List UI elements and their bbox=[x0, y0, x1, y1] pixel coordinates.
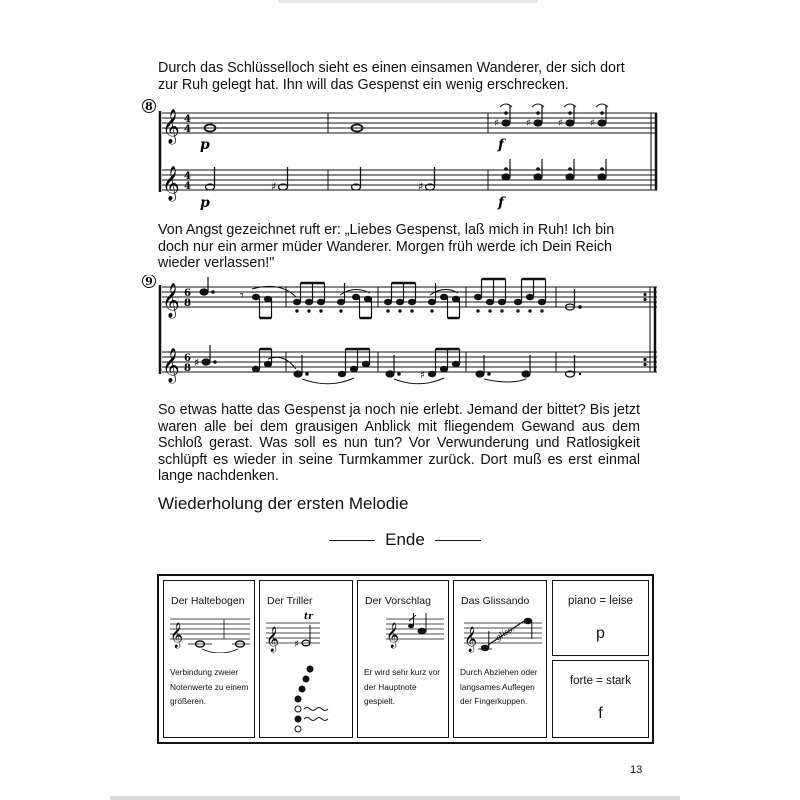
dynamic-piano: p bbox=[200, 195, 210, 211]
end-marker bbox=[322, 530, 488, 550]
trill-mark: tr bbox=[304, 612, 313, 622]
svg-text:𝄞: 𝄞 bbox=[464, 627, 478, 652]
legend-title: piano = leise bbox=[568, 595, 633, 607]
score-number-8: 8 bbox=[145, 100, 153, 113]
treble-clef-icon: 𝄞 bbox=[162, 348, 180, 383]
svg-text:♯: ♯ bbox=[418, 180, 424, 193]
story-paragraph-3: So etwas hatte das Gespenst ja noch nie erlebt. Jemand der bittet? Bis jetzt waren alle bei dem grausigen Anblick mit fliegendem Gewand aus dem Schloß gerast. Was soll es nun tun? Vor Verwunderung und Ratlosigkeit schlüpft es wieder in seine Turmkammer zurück. Dort muß es erst einmal lange nachdenken. bbox=[158, 402, 640, 484]
legend-description: Verbindung zweier Notenwerte zu einem größeren. bbox=[170, 667, 249, 706]
time-sig-bottom: 8 bbox=[184, 298, 191, 309]
story-paragraph-2: Von Angst gezeichnet ruft er: „Liebes Gespenst, laß mich in Ruh! Ich bin doch nur ein armer müder Wanderer. Morgen früh werde ich Dein Reich wieder verlassen!" bbox=[158, 222, 615, 271]
treble-clef-icon: 𝄞 bbox=[162, 109, 180, 144]
legend-forte bbox=[552, 660, 649, 738]
time-sig-top: 6 bbox=[184, 288, 191, 299]
glissando-icon bbox=[458, 609, 544, 657]
time-sig-top: 6 bbox=[184, 353, 191, 364]
legend-haltebogen bbox=[163, 580, 255, 738]
svg-text:♯: ♯ bbox=[271, 180, 277, 193]
story-paragraph-1: Durch das Schlüsselloch sieht es einen einsamen Wanderer, der sich dort zur Ruh gelegt hat. Ihn will das Gespenst ein wenig erschrecken. bbox=[158, 60, 625, 93]
end-label: Ende bbox=[385, 530, 425, 549]
legend-title: Der Triller bbox=[267, 595, 313, 607]
top-edge-strip bbox=[278, 0, 538, 3]
svg-text:𝄞: 𝄞 bbox=[170, 623, 184, 648]
legend-title: Der Vorschlag bbox=[365, 595, 431, 607]
time-sig-bottom: 4 bbox=[184, 181, 191, 192]
legend-vorschlag bbox=[357, 580, 449, 738]
score-number-9: 9 bbox=[145, 275, 153, 288]
legend-description: Er wird sehr kurz vor der Hauptnote gespielt. bbox=[364, 667, 441, 706]
trill-notation-icon bbox=[264, 609, 350, 733]
dynamic-forte: f bbox=[498, 195, 505, 211]
score-9 bbox=[140, 275, 660, 395]
time-sig-bottom: 8 bbox=[184, 363, 191, 374]
legend-title: Das Glissando bbox=[461, 595, 530, 607]
svg-text:♯: ♯ bbox=[494, 118, 499, 129]
dynamic-piano-mark: p bbox=[596, 625, 605, 642]
time-sig-top: 4 bbox=[184, 114, 191, 125]
treble-clef-icon: 𝄞 bbox=[162, 166, 180, 201]
svg-text:𝄾: 𝄾 bbox=[240, 288, 244, 304]
dynamic-forte-mark: f bbox=[598, 705, 603, 722]
time-sig-bottom: 4 bbox=[184, 124, 191, 135]
legend-piano bbox=[552, 580, 649, 656]
svg-text:♯: ♯ bbox=[558, 118, 563, 129]
treble-clef-icon: 𝄞 bbox=[162, 283, 180, 318]
legend-glissando bbox=[453, 580, 547, 738]
dynamic-forte: f bbox=[498, 137, 505, 153]
tie-notation-icon bbox=[168, 609, 252, 653]
notation-legend bbox=[157, 574, 654, 744]
score-8 bbox=[140, 97, 660, 217]
bottom-edge-strip bbox=[110, 796, 680, 800]
gliss-mark: gliss. bbox=[493, 623, 517, 643]
legend-title: forte = stark bbox=[569, 675, 632, 687]
end-rule-right bbox=[435, 540, 481, 541]
legend-description: Durch Abziehen oder langsames Auflegen der Fingerkuppen. bbox=[460, 667, 538, 706]
svg-text:♯: ♯ bbox=[590, 118, 595, 129]
legend-triller bbox=[259, 580, 353, 738]
end-rule-left bbox=[329, 540, 375, 541]
svg-text:♯: ♯ bbox=[526, 118, 531, 129]
legend-title: Der Haltebogen bbox=[171, 595, 245, 607]
svg-text:𝄞: 𝄞 bbox=[266, 627, 280, 652]
grace-note-icon bbox=[362, 609, 446, 653]
svg-text:♯: ♯ bbox=[294, 639, 299, 650]
svg-text:♯: ♯ bbox=[194, 356, 200, 369]
svg-text:♯: ♯ bbox=[420, 370, 425, 381]
dynamic-piano: p bbox=[200, 137, 210, 153]
repeat-heading: Wiederholung der ersten Melodie bbox=[158, 494, 409, 513]
page-number: 13 bbox=[630, 764, 643, 776]
svg-text:𝄞: 𝄞 bbox=[386, 623, 400, 648]
time-sig-top: 4 bbox=[184, 171, 191, 182]
